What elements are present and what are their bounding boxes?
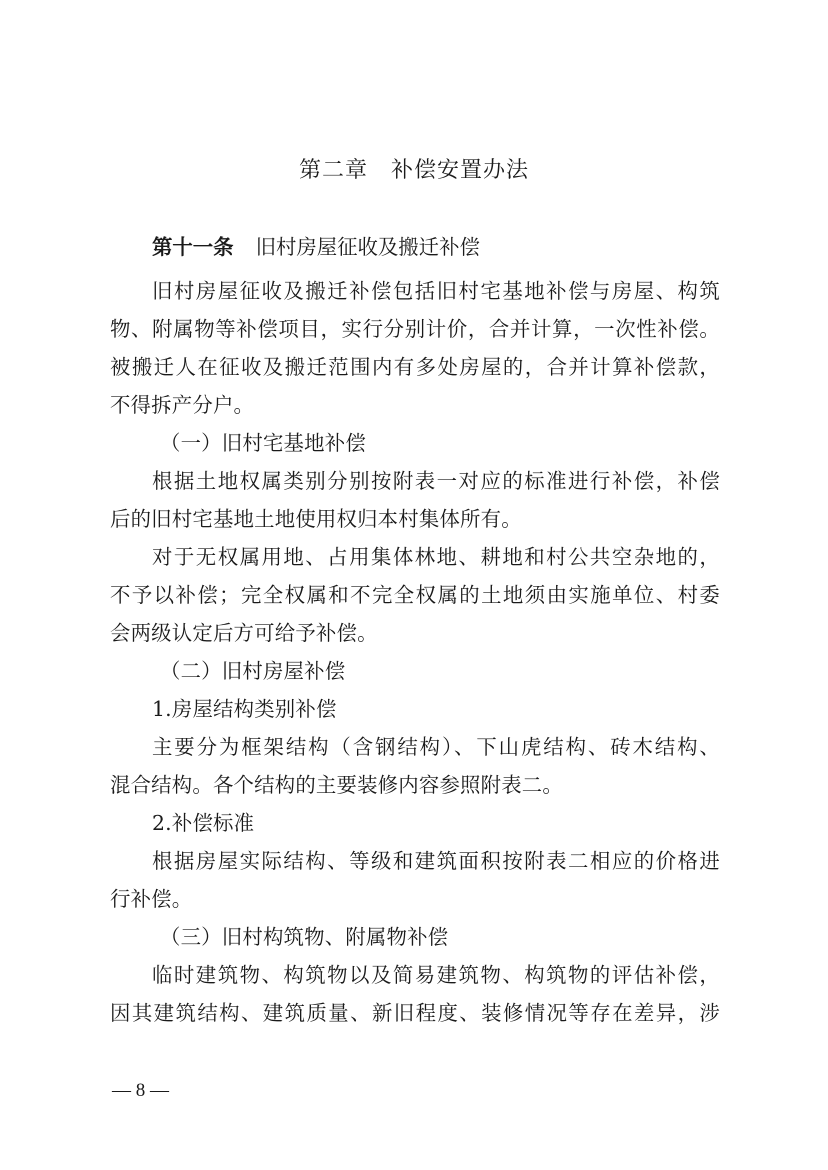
paragraph-line: 不得拆产分户。 (110, 393, 255, 417)
paragraph-line: 混合结构。各个结构的主要装修内容参照附表二。 (110, 773, 563, 797)
paragraph-line: 会两级认定后方可给予补偿。 (110, 621, 378, 645)
paragraph-line: 根据土地权属类别分别按附表一对应的标准进行补偿，补偿 (152, 469, 720, 493)
page-number: — 8 — (112, 1080, 169, 1101)
chapter-title: 第二章 补偿安置办法 (298, 158, 529, 183)
subsection-heading: 2.补偿标准 (152, 811, 255, 835)
subsection-heading: 1.房屋结构类别补偿 (152, 697, 337, 721)
paragraph-line: 被搬迁人在征收及搬迁范围内有多处房屋的，合并计算补偿款， (110, 355, 720, 379)
paragraph-line: 行补偿。 (110, 887, 193, 911)
section-heading: （三）旧村构筑物、附属物补偿 (160, 925, 449, 949)
section-heading: （二）旧村房屋补偿 (160, 659, 346, 683)
paragraph-line: 物、附属物等补偿项目，实行分别计价，合并计算，一次性补偿。 (110, 317, 720, 341)
article-title: 旧村房屋征收及搬迁补偿 (255, 235, 480, 259)
article-heading (152, 232, 480, 262)
paragraph-line: 根据房屋实际结构、等级和建筑面积按附表二相应的价格进 (152, 849, 720, 873)
paragraph-line: 主要分为框架结构（含钢结构）、下山虎结构、砖木结构、 (152, 735, 720, 759)
paragraph-line: 因其建筑结构、建筑质量、新旧程度、装修情况等存在差异，涉 (110, 1001, 720, 1025)
section-heading: （一）旧村宅基地补偿 (160, 431, 366, 455)
paragraph-line: 对于无权属用地、占用集体林地、耕地和村公共空杂地的， (152, 545, 720, 569)
paragraph-line: 不予以补偿；完全权属和不完全权属的土地须由实施单位、村委 (110, 583, 720, 607)
paragraph-line: 旧村房屋征收及搬迁补偿包括旧村宅基地补偿与房屋、构筑 (152, 279, 720, 303)
paragraph-line: 后的旧村宅基地土地使用权归本村集体所有。 (110, 507, 522, 531)
article-number: 第十一条 (152, 235, 234, 259)
paragraph-line: 临时建筑物、构筑物以及简易建筑物、构筑物的评估补偿， (152, 963, 720, 987)
